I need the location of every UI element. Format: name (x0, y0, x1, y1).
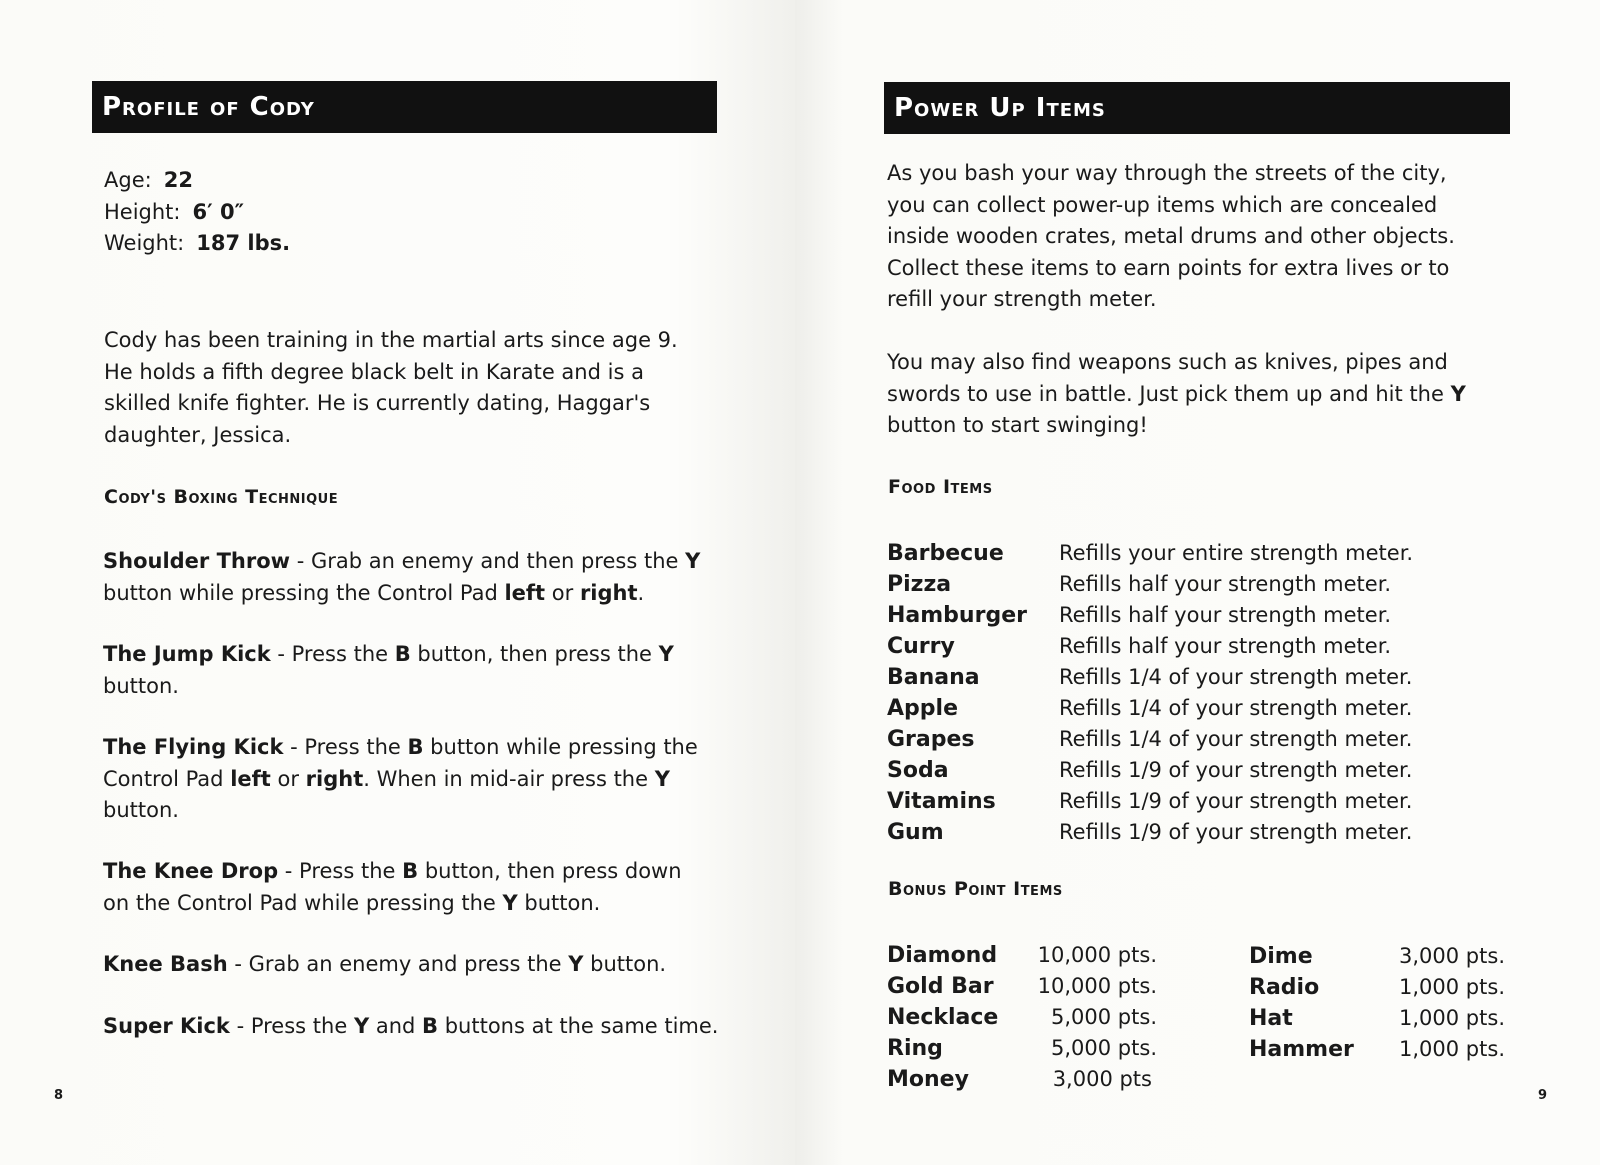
page-number-left: 8 (54, 1088, 64, 1103)
power-up-header (884, 82, 1510, 134)
stats-block (104, 165, 504, 260)
food-row-vitamins: Vitamins Refills 1/9 of your strength meter. (887, 789, 1413, 814)
food-row-grapes: Grapes Refills 1/4 of your strength meter. (887, 727, 1413, 752)
bonus-row-hat: Hat 1,000 pts. (1249, 1006, 1505, 1031)
move-super-kick: Super Kick - Press the Y and B buttons at the same time. (103, 1014, 719, 1038)
bonus-row-hammer: Hammer 1,000 pts. (1249, 1037, 1505, 1062)
bonus-heading: Bonus Point Items (888, 878, 1063, 900)
food-row-gum: Gum Refills 1/9 of your strength meter. (887, 820, 1413, 845)
bonus-row-dime: Dime 3,000 pts. (1249, 944, 1505, 969)
food-row-hamburger: Hamburger Refills half your strength meter. (887, 603, 1392, 628)
stat-age: Age: 22 (104, 168, 193, 192)
stat-weight: Weight: 187 lbs. (104, 231, 291, 255)
food-row-apple: Apple Refills 1/4 of your strength meter. (887, 696, 1413, 721)
food-row-barbecue: Barbecue Refills your entire strength meter. (887, 541, 1414, 566)
bonus-row-radio: Radio 1,000 pts. (1249, 975, 1505, 1000)
technique-heading: Cody's Boxing Technique (104, 486, 339, 508)
food-row-banana: Banana Refills 1/4 of your strength meter. (887, 665, 1413, 690)
bonus-row-ring: Ring 5,000 pts. (887, 1036, 1157, 1061)
move-knee-bash: Knee Bash - Grab an enemy and press the Y button. (103, 952, 667, 976)
bonus-row-gold-bar: Gold Bar 10,000 pts. (887, 974, 1157, 999)
food-heading: Food Items (888, 476, 993, 498)
profile-header (92, 81, 717, 133)
food-row-pizza: Pizza Refills half your strength meter. (887, 572, 1392, 597)
move-flying-kick: The Flying Kick - Press the B button while pressing the Control Pad left or right. When in mid-air press the Y button. (103, 735, 698, 822)
intro-paragraph-1: As you bash your way through the streets of the city, you can collect power-up items which are concealed inside wooden crates, metal drums and other objects. Collect these items to earn points for extra lives or to refill your strength meter. (887, 161, 1455, 311)
move-jump-kick: The Jump Kick - Press the B button, then press the Y button. (103, 642, 674, 698)
left-page (0, 0, 795, 1165)
move-shoulder-throw: Shoulder Throw - Grab an enemy and then press the Y button while pressing the Control Pad left or right. (103, 549, 701, 605)
food-row-soda: Soda Refills 1/9 of your strength meter. (887, 758, 1413, 783)
intro-paragraph-2: You may also find weapons such as knives, pipes and swords to use in battle. Just pick them up and hit the Y button to start swinging! (887, 350, 1466, 437)
stat-height: Height: 6′ 0″ (104, 199, 244, 224)
bonus-row-money: Money 3,000 pts (887, 1067, 1152, 1092)
bonus-row-necklace: Necklace 5,000 pts. (887, 1005, 1157, 1030)
right-page (795, 0, 1600, 1165)
food-row-curry: Curry Refills half your strength meter. (887, 634, 1392, 659)
power-up-title: Power Up Items (894, 93, 1106, 123)
move-knee-drop: The Knee Drop - Press the B button, then press down on the Control Pad while pressing the Y button. (103, 859, 682, 915)
bonus-row-diamond: Diamond 10,000 pts. (887, 943, 1157, 968)
page-number-right: 9 (1538, 1088, 1548, 1103)
profile-title: Profile of Cody (102, 92, 315, 122)
bio-paragraph: Cody has been training in the martial arts since age 9. He holds a fifth degree black belt in Karate and is a skilled knife fighter. He is currently dating, Haggar's daughter, Jessica. (104, 328, 678, 447)
